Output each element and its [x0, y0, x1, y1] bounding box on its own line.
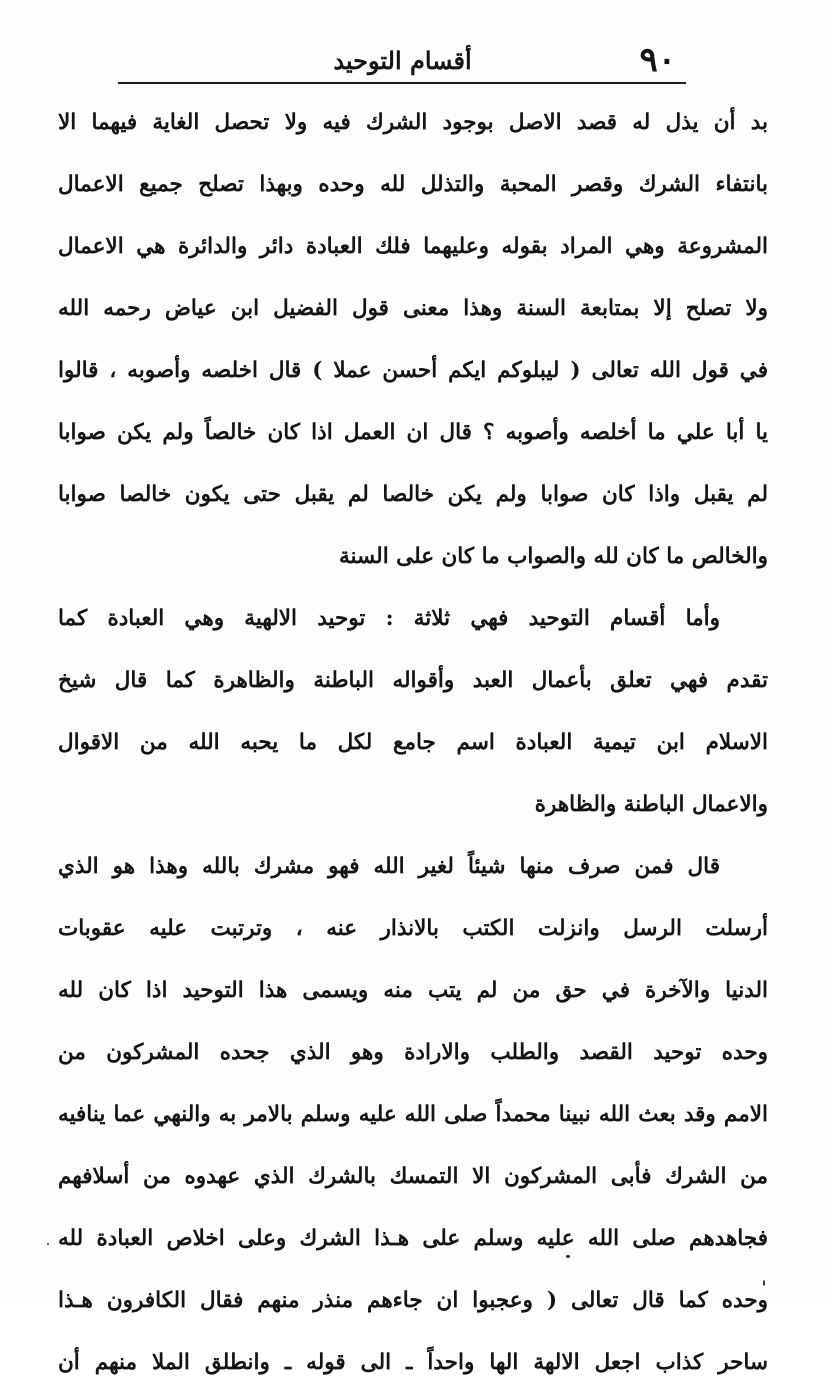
text-line: تقدم فهي تعلق بأعمال العبد وأقواله الباطنة والظاهرة كما قال شيخ	[58, 668, 768, 693]
paragraph-start-line: قال فمن صرف منها شيئاً لغير الله فهو مشرك بالله وهذا هو الذي	[58, 854, 720, 879]
text-line: لم يقبل واذا كان صوابا ولم يكن خالصا لم يقبل حتى يكون خالصا صوابا	[58, 482, 768, 507]
header-rule	[118, 82, 686, 84]
scan-speck	[566, 1255, 570, 1258]
text-line: وحده كما قال تعالى ( وعجبوا ان جاءهم منذر منهم فقال الكافرون هـذا	[58, 1288, 768, 1313]
running-header	[115, 38, 690, 82]
text-line: بد أن يذل له قصد الاصل بوجود الشرك فيه ولا تحصل الغاية فيهما الا	[58, 110, 768, 135]
text-line: المشروعة وهي المراد بقوله وعليهما فلك العبادة دائر والدائرة هي الاعمال	[58, 234, 768, 259]
body-text	[58, 92, 768, 1394]
text-line: أرسلت الرسل وانزلت الكتب بالانذار عنه ، وترتبت عليه عقوبات	[58, 916, 768, 941]
paragraph-start-line: وأما أقسام التوحيد فهي ثلاثة : توحيد الالهية وهي العبادة كما	[58, 606, 720, 631]
scan-speck	[47, 1243, 49, 1245]
text-line: بانتفاء الشرك وقصر المحبة والتذلل لله وحده وبهذا تصلح جميع الاعمال	[58, 172, 768, 197]
running-title: أقسام التوحيد	[333, 46, 472, 75]
text-line: الامم وقد بعث الله نبينا محمداً صلى الله عليه وسلم بالامر به والنهي عما ينافيه	[58, 1102, 768, 1127]
text-line: الدنيا والآخرة في حق من لم يتب منه ويسمى هذا التوحيد اذا كان لله	[58, 978, 768, 1003]
text-line: ولا تصلح إلا بمتابعة السنة وهذا معنى قول الفضيل ابن عياض رحمه الله	[58, 296, 768, 321]
text-line: في قول الله تعالى ( ليبلوكم ايكم أحسن عملا ) قال اخلصه وأصوبه ، قالوا	[58, 358, 768, 383]
text-line: والاعمال الباطنة والظاهرة	[534, 792, 768, 817]
page-number: ٩٠	[639, 40, 676, 80]
text-line: الاسلام ابن تيمية العبادة اسم جامع لكل ما يحبه الله من الاقوال	[58, 730, 768, 755]
text-line: وحده توحيد القصد والطلب والارادة وهو الذي جحده المشركون من	[58, 1040, 768, 1065]
text-line: ساحر كذاب اجعل الالهة الها واحداً ـ الى قوله ـ وانطلق الملا منهم أن	[58, 1350, 768, 1375]
text-line: فجاهدهم صلى الله عليه وسلم على هـذا الشرك وعلى اخلاص العبادة لله	[58, 1226, 768, 1251]
text-line: والخالص ما كان لله والصواب ما كان على السنة	[338, 544, 768, 569]
scan-speck	[763, 1280, 765, 1286]
text-line: يا أبا علي ما أخلصه وأصوبه ؟ قال ان العمل اذا كان خالصاً ولم يكن صوابا	[58, 420, 768, 445]
text-line: من الشرك فأبى المشركون الا التمسك بالشرك الذي عهدوه من أسلافهم	[58, 1164, 768, 1189]
